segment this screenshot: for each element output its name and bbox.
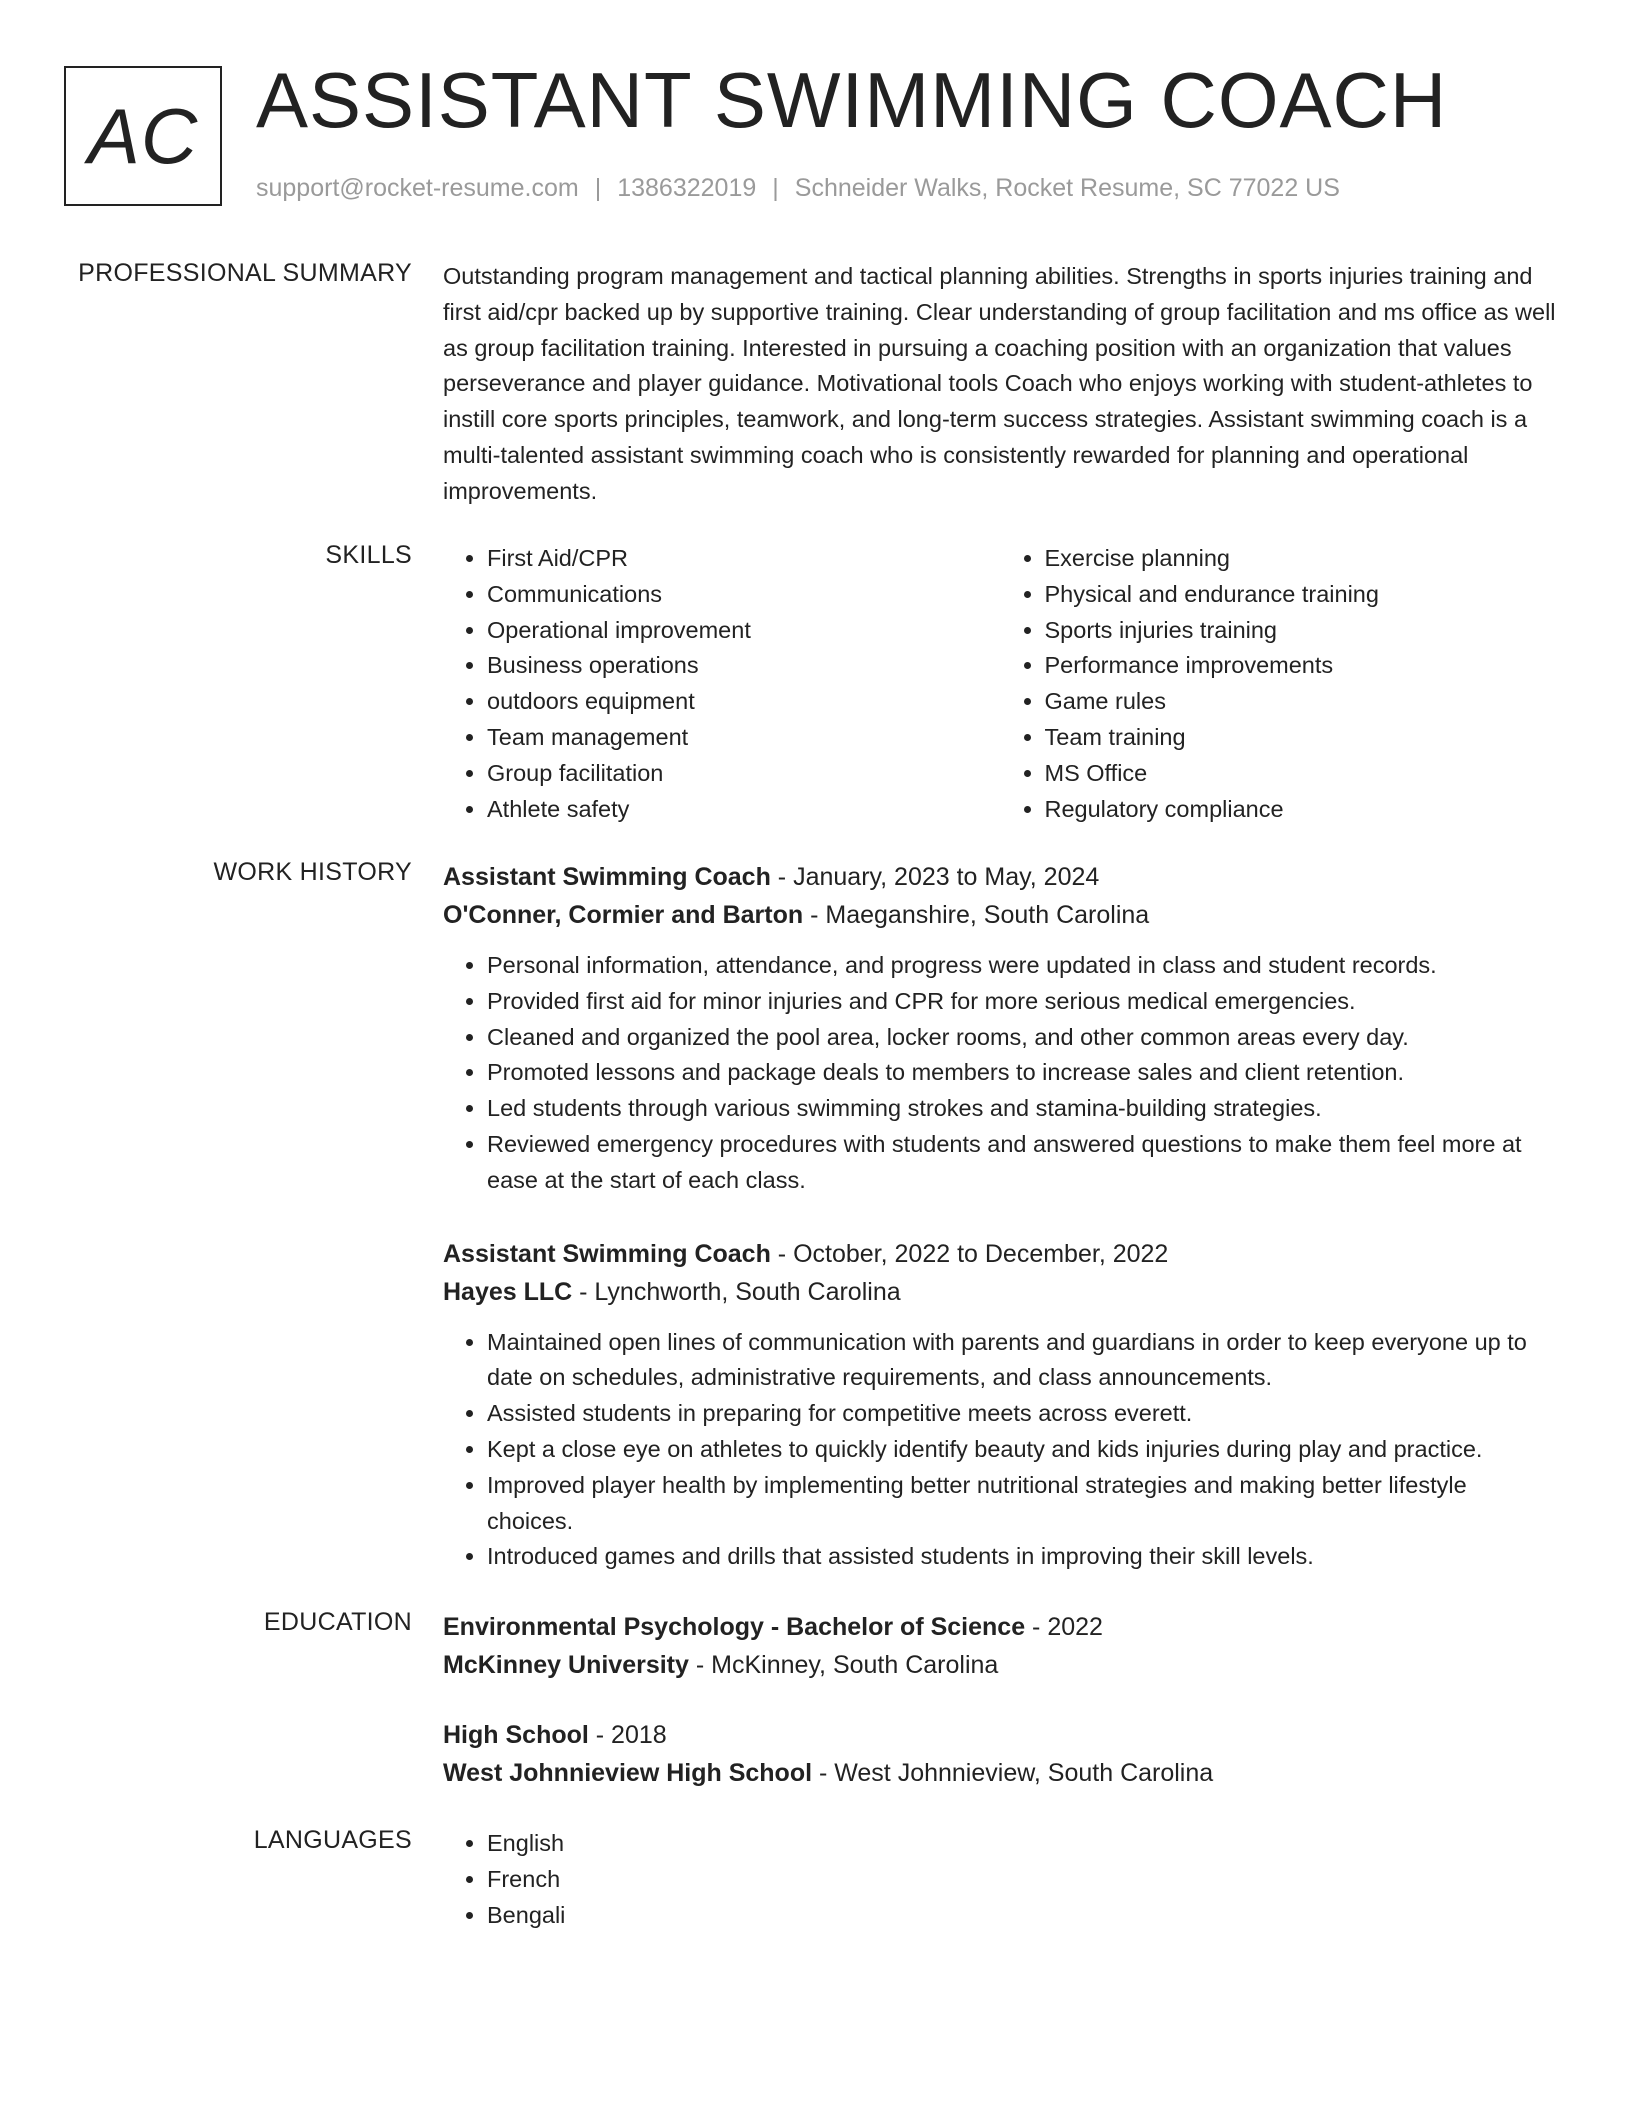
school-line <box>443 1754 1558 1792</box>
degree: High School <box>443 1721 589 1749</box>
section-label-skills: SKILLS <box>325 541 412 569</box>
summary-text: Outstanding program management and tactical planning abilities. Strengths in sports injuries training and first aid/cpr backed up by supportive training. Clear understanding of group facilitation and ms office as well as group facilitation training. Interested in pursuing a coaching position with an organization that values perseverance and player guidance. Motivational tools Coach who enjoys working with student-athletes to instill core sports principles, teamwork, and long-term success strategies. Assistant swimming coach is a multi-talented assistant swimming coach who is consistently rewarded for planning and operational improvements. <box>443 263 1556 504</box>
skill-item: • Team management <box>487 720 1001 756</box>
school: West Johnnieview High School <box>443 1759 813 1787</box>
entry-spacer <box>443 1684 1558 1716</box>
skill-item: • Group facilitation <box>487 756 1001 792</box>
monogram-initials: AC <box>87 92 199 180</box>
job-bullet: • Personal information, attendance, and progress were updated in class and student records. <box>487 948 1558 984</box>
skill-item: • MS Office <box>1045 756 1559 792</box>
section-label-work: WORK HISTORY <box>213 858 412 886</box>
section-label-summary: PROFESSIONAL SUMMARY <box>78 259 412 287</box>
skill-item: • Performance improvements <box>1045 648 1559 684</box>
languages-body <box>443 1826 1558 1933</box>
job-company-line <box>443 896 1558 934</box>
skill-item: • Sports injuries training <box>1045 613 1559 649</box>
job-bullet: • Provided first aid for minor injuries and CPR for more serious medical emergencies. <box>487 984 1558 1020</box>
contact-email: support@rocket-resume.com <box>256 174 579 202</box>
skill-item: • Team training <box>1045 720 1559 756</box>
skill-item: • Physical and endurance training <box>1045 577 1559 613</box>
education-entry <box>443 1608 1558 1684</box>
school-location: - West Johnnieview, South Carolina <box>812 1759 1214 1787</box>
job-bullet: • Cleaned and organized the pool area, locker rooms, and other common areas every day. <box>487 1020 1558 1056</box>
job-dates: - October, 2022 to December, 2022 <box>770 1239 1169 1268</box>
school-location: - McKinney, South Carolina <box>688 1651 999 1679</box>
skills-grid <box>443 541 1558 827</box>
skill-item: • Athlete safety <box>487 792 1001 828</box>
language-item: • Bengali <box>487 1898 1558 1934</box>
school-line <box>443 1646 1558 1684</box>
contact-separator: | <box>594 174 602 202</box>
job-bullet: • Led students through various swimming strokes and stamina-building strategies. <box>487 1091 1558 1127</box>
skills-list-left <box>443 541 1001 827</box>
job-bullet: • Reviewed emergency procedures with students and answered questions to make them feel more at ease at the start of each class. <box>487 1127 1558 1199</box>
skill-item: • Regulatory compliance <box>1045 792 1559 828</box>
school: McKinney University <box>443 1651 689 1679</box>
job-bullets <box>443 1325 1558 1576</box>
candidate-name: ASSISTANT SWIMMING COACH <box>256 56 1448 144</box>
degree: Environmental Psychology - Bachelor of Science <box>443 1613 1026 1641</box>
job-title-line <box>443 1235 1558 1273</box>
job-bullet: • Improved player health by implementing better nutritional strategies and making better lifestyle choices. <box>487 1468 1558 1540</box>
job-bullet: • Maintained open lines of communication with parents and guardians in order to keep everyone up to date on schedules, administrative requirements, and class announcements. <box>487 1325 1558 1397</box>
skill-item: • Communications <box>487 577 1001 613</box>
skill-item: • First Aid/CPR <box>487 541 1001 577</box>
job-title: Assistant Swimming Coach <box>443 1239 771 1268</box>
job-dates: - January, 2023 to May, 2024 <box>770 863 1100 891</box>
section-label-education: EDUCATION <box>263 1608 412 1636</box>
section-label-languages: LANGUAGES <box>253 1826 412 1854</box>
job-company-line <box>443 1273 1558 1311</box>
degree-line <box>443 1716 1558 1754</box>
work-history-body <box>443 858 1558 1575</box>
contact-phone: 1386322019 <box>617 174 757 202</box>
job-bullet: • Assisted students in preparing for competitive meets across everett. <box>487 1396 1558 1432</box>
language-item: • French <box>487 1862 1558 1898</box>
education-entry <box>443 1716 1558 1792</box>
degree-year: - 2018 <box>588 1721 667 1749</box>
contact-address: Schneider Walks, Rocket Resume, SC 77022 US <box>794 174 1340 202</box>
skill-item: • Business operations <box>487 648 1001 684</box>
job-entry <box>443 1235 1558 1576</box>
job-location: - Maeganshire, South Carolina <box>803 901 1150 929</box>
skill-item: • Game rules <box>1045 684 1559 720</box>
job-bullet: • Introduced games and drills that assisted students in improving their skill levels. <box>487 1539 1558 1575</box>
monogram-box <box>64 66 222 206</box>
contact-separator: | <box>772 174 779 202</box>
job-bullets <box>443 948 1558 1199</box>
language-item: • English <box>487 1826 1558 1862</box>
job-title-line <box>443 858 1558 896</box>
job-bullet: • Promoted lessons and package deals to members to increase sales and client retention. <box>487 1055 1558 1091</box>
education-body <box>443 1608 1558 1792</box>
entry-spacer <box>443 1199 1558 1235</box>
job-company: O'Conner, Cormier and Barton <box>443 901 804 929</box>
degree-line <box>443 1608 1558 1646</box>
job-location: - Lynchworth, South Carolina <box>572 1277 901 1306</box>
skills-list-right <box>1001 541 1559 827</box>
job-bullet: • Kept a close eye on athletes to quickly identify beauty and kids injuries during play and practice. <box>487 1432 1558 1468</box>
job-entry <box>443 858 1558 1199</box>
skill-item: • outdoors equipment <box>487 684 1001 720</box>
degree-year: - 2022 <box>1025 1613 1103 1641</box>
languages-list <box>443 1826 1558 1933</box>
job-title: Assistant Swimming Coach <box>443 863 771 891</box>
job-company: Hayes LLC <box>443 1277 573 1306</box>
contact-line <box>256 174 1340 203</box>
skill-item: • Exercise planning <box>1045 541 1559 577</box>
skill-item: • Operational improvement <box>487 613 1001 649</box>
